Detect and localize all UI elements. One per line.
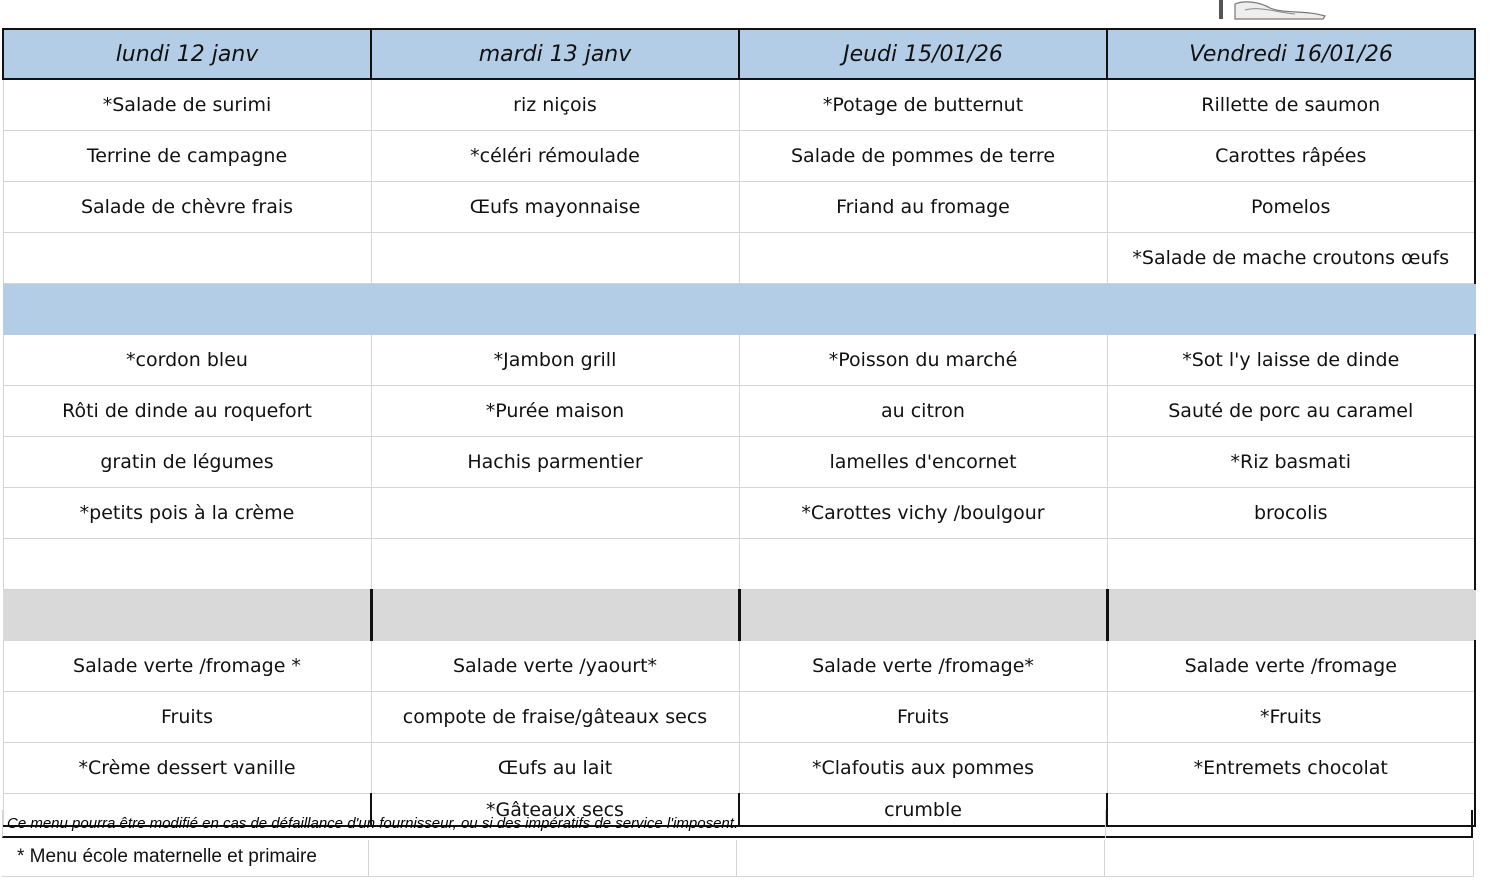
menu-cell (3, 233, 371, 284)
separator-cell (371, 590, 739, 641)
menu-cell: brocolis (1107, 488, 1475, 539)
plat-row (3, 437, 1475, 488)
menu-cell: *Salade de surimi (3, 79, 371, 131)
menu-cell: Salade verte /fromage (1107, 641, 1475, 692)
empty-cell (369, 840, 737, 877)
menu-cell (739, 233, 1107, 284)
empty-cell (737, 840, 1105, 877)
menu-cell: Fruits (739, 692, 1107, 743)
dessert-row (3, 692, 1475, 743)
menu-cell: *Carottes vichy /boulgour (739, 488, 1107, 539)
menu-cell: compote de fraise/gâteaux secs (371, 692, 739, 743)
menu-cell: *Poisson du marché (739, 335, 1107, 386)
menu-cell (371, 233, 739, 284)
menu-cell: Salade de pommes de terre (739, 131, 1107, 182)
menu-cell: *cordon bleu (3, 335, 371, 386)
plat-row (3, 386, 1475, 437)
plat-row (3, 539, 1475, 590)
menu-cell: lamelles d'encornet (739, 437, 1107, 488)
menu-cell: *petits pois à la crème (3, 488, 371, 539)
separator-cell (371, 284, 739, 335)
menu-cell: *Entremets chocolat (1107, 743, 1475, 794)
plat-row (3, 335, 1475, 386)
separator-cell (3, 284, 371, 335)
menu-cell: Pomelos (1107, 182, 1475, 233)
menu-cell: Terrine de campagne (3, 131, 371, 182)
entree-row (3, 182, 1475, 233)
day-header-row (3, 29, 1475, 79)
menu-cell: *Potage de butternut (739, 79, 1107, 131)
menu-cell: Fruits (3, 692, 371, 743)
separator-cell (739, 284, 1107, 335)
dessert-row (3, 641, 1475, 692)
day-header: Vendredi 16/01/26 (1107, 29, 1475, 79)
entree-row (3, 131, 1475, 182)
section-separator-blue (3, 284, 1475, 335)
menu-cell: *Purée maison (371, 386, 739, 437)
disclaimer-text: Ce menu pourra être modifié en cas de défaillance d'un fournisseur, ou si des impératifs de service l'imposent. (7, 815, 739, 832)
menu-cell: Friand au fromage (739, 182, 1107, 233)
entree-row (3, 233, 1475, 284)
weekly-menu-table (2, 28, 1476, 827)
entree-row (3, 79, 1475, 131)
menu-cell: Salade verte /fromage* (739, 641, 1107, 692)
menu-cell: Sauté de porc au caramel (1107, 386, 1475, 437)
logo-illustration-fragment (1215, 0, 1330, 20)
menu-disclaimer (2, 810, 1473, 838)
footnote-row (2, 840, 1474, 883)
menu-cell: Salade de chèvre frais (3, 182, 371, 233)
menu-cell (3, 539, 371, 590)
menu-cell: *céléri rémoulade (371, 131, 739, 182)
dessert-row (3, 743, 1475, 794)
menu-cell: Carottes râpées (1107, 131, 1475, 182)
separator-cell (1107, 284, 1475, 335)
menu-cell: Salade verte /fromage * (3, 641, 371, 692)
menu-cell: au citron (739, 386, 1107, 437)
separator-cell (739, 590, 1107, 641)
separator-cell (1107, 590, 1475, 641)
menu-cell (371, 488, 739, 539)
menu-cell: *Crème dessert vanille (3, 743, 371, 794)
menu-cell: *Salade de mache croutons œufs (1107, 233, 1475, 284)
menu-cell: Œufs au lait (371, 743, 739, 794)
day-header: mardi 13 janv (371, 29, 739, 79)
menu-cell: *Jambon grill (371, 335, 739, 386)
menu-cell: *Clafoutis aux pommes (739, 743, 1107, 794)
footnote-text: * Menu école maternelle et primaire (17, 846, 317, 867)
cell-gridline (1105, 810, 1106, 838)
menu-cell: *Fruits (1107, 692, 1475, 743)
plat-row (3, 488, 1475, 539)
menu-cell: gratin de légumes (3, 437, 371, 488)
menu-cell: *Riz basmati (1107, 437, 1475, 488)
section-separator-grey (3, 590, 1475, 641)
menu-cell: Rôti de dinde au roquefort (3, 386, 371, 437)
menu-cell (1107, 539, 1475, 590)
menu-cell: Hachis parmentier (371, 437, 739, 488)
menu-cell: Œufs mayonnaise (371, 182, 739, 233)
empty-cell (1105, 840, 1474, 877)
menu-cell: *Sot l'y laisse de dinde (1107, 335, 1475, 386)
day-header: Jeudi 15/01/26 (739, 29, 1107, 79)
menu-cell: riz niçois (371, 79, 739, 131)
menu-cell: crumble (739, 794, 1107, 827)
menu-cell (371, 539, 739, 590)
day-header: lundi 12 janv (3, 29, 371, 79)
menu-cell (739, 539, 1107, 590)
separator-cell (3, 590, 371, 641)
menu-cell: Rillette de saumon (1107, 79, 1475, 131)
menu-cell: Salade verte /yaourt* (371, 641, 739, 692)
menu-cell: *Gâteaux secs (371, 794, 739, 827)
